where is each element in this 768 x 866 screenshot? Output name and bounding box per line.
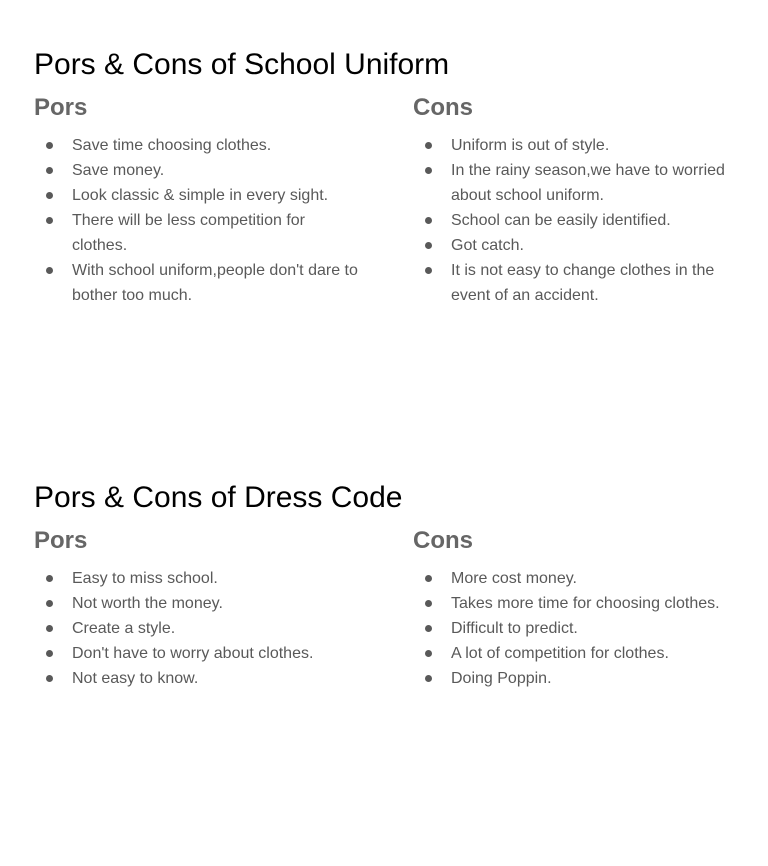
cons-list — [413, 133, 733, 308]
list-item: Don't have to worry about clothes. — [34, 641, 364, 666]
list-item: With school uniform,people don't dare to bother too much. — [34, 258, 364, 308]
list-item: Create a style. — [34, 616, 364, 641]
list-item: Not easy to know. — [34, 666, 364, 691]
pros-heading: Pors — [34, 94, 88, 121]
section-title: Pors & Cons of Dress Code — [34, 481, 403, 514]
pros-list — [34, 566, 364, 691]
list-item: A lot of competition for clothes. — [413, 641, 733, 666]
pros-heading: Pors — [34, 527, 88, 554]
school-uniform-section — [34, 47, 734, 304]
pros-column — [34, 93, 364, 308]
list-item: Easy to miss school. — [34, 566, 364, 591]
list-item: Takes more time for choosing clothes. — [413, 591, 733, 616]
cons-heading: Cons — [413, 94, 473, 121]
dress-code-section — [34, 480, 734, 687]
list-item: It is not easy to change clothes in the event of an accident. — [413, 258, 733, 308]
cons-heading: Cons — [413, 527, 473, 554]
list-item: More cost money. — [413, 566, 733, 591]
list-item: Save time choosing clothes. — [34, 133, 364, 158]
list-item: School can be easily identified. — [413, 208, 733, 233]
list-item: Save money. — [34, 158, 364, 183]
cons-list — [413, 566, 733, 691]
list-item: Difficult to predict. — [413, 616, 733, 641]
section-title: Pors & Cons of School Uniform — [34, 48, 450, 81]
list-item: There will be less competition for clothes. — [34, 208, 364, 258]
list-item: Not worth the money. — [34, 591, 364, 616]
list-item: Look classic & simple in every sight. — [34, 183, 364, 208]
list-item: Uniform is out of style. — [413, 133, 733, 158]
pros-list — [34, 133, 364, 308]
list-item: Doing Poppin. — [413, 666, 733, 691]
list-item: In the rainy season,we have to worried about school uniform. — [413, 158, 733, 208]
list-item: Got catch. — [413, 233, 733, 258]
cons-column — [413, 93, 733, 308]
cons-column — [413, 526, 733, 691]
pros-column — [34, 526, 364, 691]
